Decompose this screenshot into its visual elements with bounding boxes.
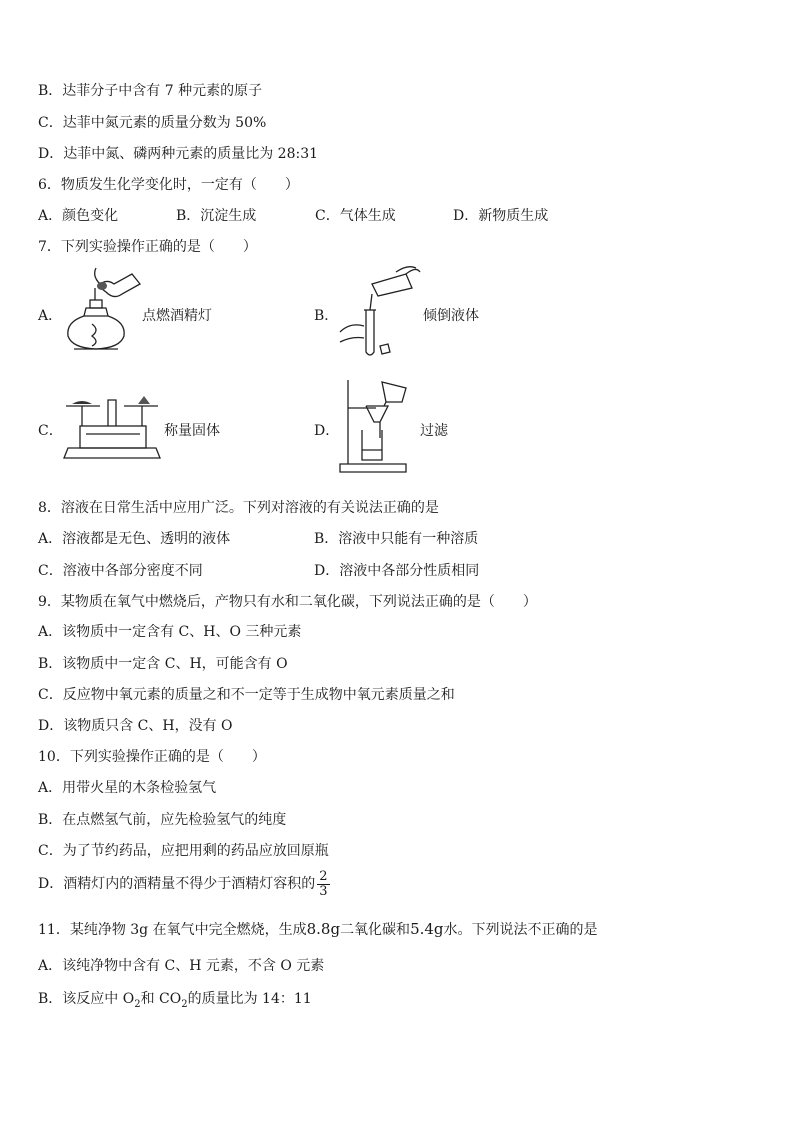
q7-a-letter: A． — [38, 308, 63, 324]
q6-stem: 6．物质发生化学变化时，一定有（ ） — [38, 177, 299, 193]
q8-option-d: D．溶液中各部分性质相同 — [314, 563, 480, 579]
q11-option-b-mid: 和 CO — [140, 991, 182, 1007]
co2-subscript: 2 — [181, 998, 188, 1010]
o2-subscript: 2 — [134, 998, 141, 1010]
q9-option-c: C．反应物中氧元素的质量之和不一定等于生成物中氧元素质量之和 — [38, 687, 455, 703]
q11-stem-part3: 水。下列说法不正确的是 — [443, 922, 598, 938]
q10-option-c: C．为了节约药品，应把用剩的药品应放回原瓶 — [38, 843, 329, 859]
alcohol-lamp-lighting-figure — [62, 266, 144, 358]
q11-option-b-post: 的质量比为 14：11 — [187, 991, 312, 1007]
q9-option-a: A．该物质中一定含有 C、H、O 三种元素 — [38, 624, 302, 640]
fraction-denominator: 3 — [319, 883, 328, 899]
q8-option-c: C．溶液中各部分密度不同 — [38, 563, 203, 579]
q7-b-letter: B． — [314, 308, 339, 324]
q7-stem: 7．下列实验操作正确的是（ ） — [38, 239, 257, 255]
q11-stem-part2: 二氧化碳和 — [340, 922, 411, 938]
q10-option-d-text: D．酒精灯内的酒精量不得少于酒精灯容积的 — [38, 876, 316, 892]
q11-option-b-pre: B．该反应中 O — [38, 991, 135, 1007]
q10-option-a: A．用带火星的木条检验氢气 — [38, 780, 217, 796]
q5-option-c: C．达菲中氮元素的质量分数为 50% — [38, 115, 267, 131]
filtration-figure — [336, 378, 416, 478]
q5-option-b: B．达菲分子中含有 7 种元素的原子 — [38, 83, 263, 99]
q10-stem: 10．下列实验操作正确的是（ ） — [38, 749, 266, 765]
q11-stem — [38, 919, 598, 940]
q5-option-d: D．达菲中氮、磷两种元素的质量比为 28:31 — [38, 146, 319, 162]
pouring-liquid-figure — [336, 262, 422, 360]
q11-option-b — [38, 989, 312, 1015]
q7-c-label: 称量固体 — [164, 423, 220, 439]
q7-d-letter: D． — [314, 423, 340, 439]
fraction-numerator: 2 — [319, 868, 328, 884]
q10-option-b: B．在点燃氢气前，应先检验氢气的纯度 — [38, 812, 287, 828]
balance-scale-figure — [62, 390, 162, 466]
q8-option-a: A．溶液都是无色、透明的液体 — [38, 531, 231, 547]
q11-mass-water: 5.4g — [410, 920, 444, 938]
q11-stem-part1: 11．某纯净物 3g 在氧气中完全燃烧，生成 — [38, 922, 307, 938]
q8-stem: 8．溶液在日常生活中应用广泛。下列对溶液的有关说法正确的是 — [38, 500, 439, 516]
q7-c-letter: C． — [38, 423, 63, 439]
q11-option-a: A．该纯净物中含有 C、H 元素，不含 O 元素 — [38, 958, 325, 974]
q6-option-d: D．新物质生成 — [453, 208, 549, 224]
q7-d-label: 过滤 — [420, 423, 448, 439]
q10-option-d — [38, 866, 330, 902]
q9-option-b: B．该物质中一定含 C、H，可能含有 O — [38, 656, 288, 672]
q9-stem: 9．某物质在氧气中燃烧后，产物只有水和二氧化碳，下列说法正确的是（ ） — [38, 594, 537, 610]
q7-b-label: 倾倒液体 — [423, 308, 479, 324]
q6-option-b: B．沉淀生成 — [176, 208, 257, 224]
q6-option-a: A．颜色变化 — [38, 208, 119, 224]
q9-option-d: D．该物质只含 C、H，没有 O — [38, 718, 233, 734]
q8-option-b: B．溶液中只能有一种溶质 — [314, 531, 479, 547]
q6-option-c: C．气体生成 — [315, 208, 396, 224]
fraction — [317, 870, 329, 899]
q7-a-label: 点燃酒精灯 — [142, 308, 212, 324]
q11-mass-co2: 8.8g — [306, 920, 341, 938]
